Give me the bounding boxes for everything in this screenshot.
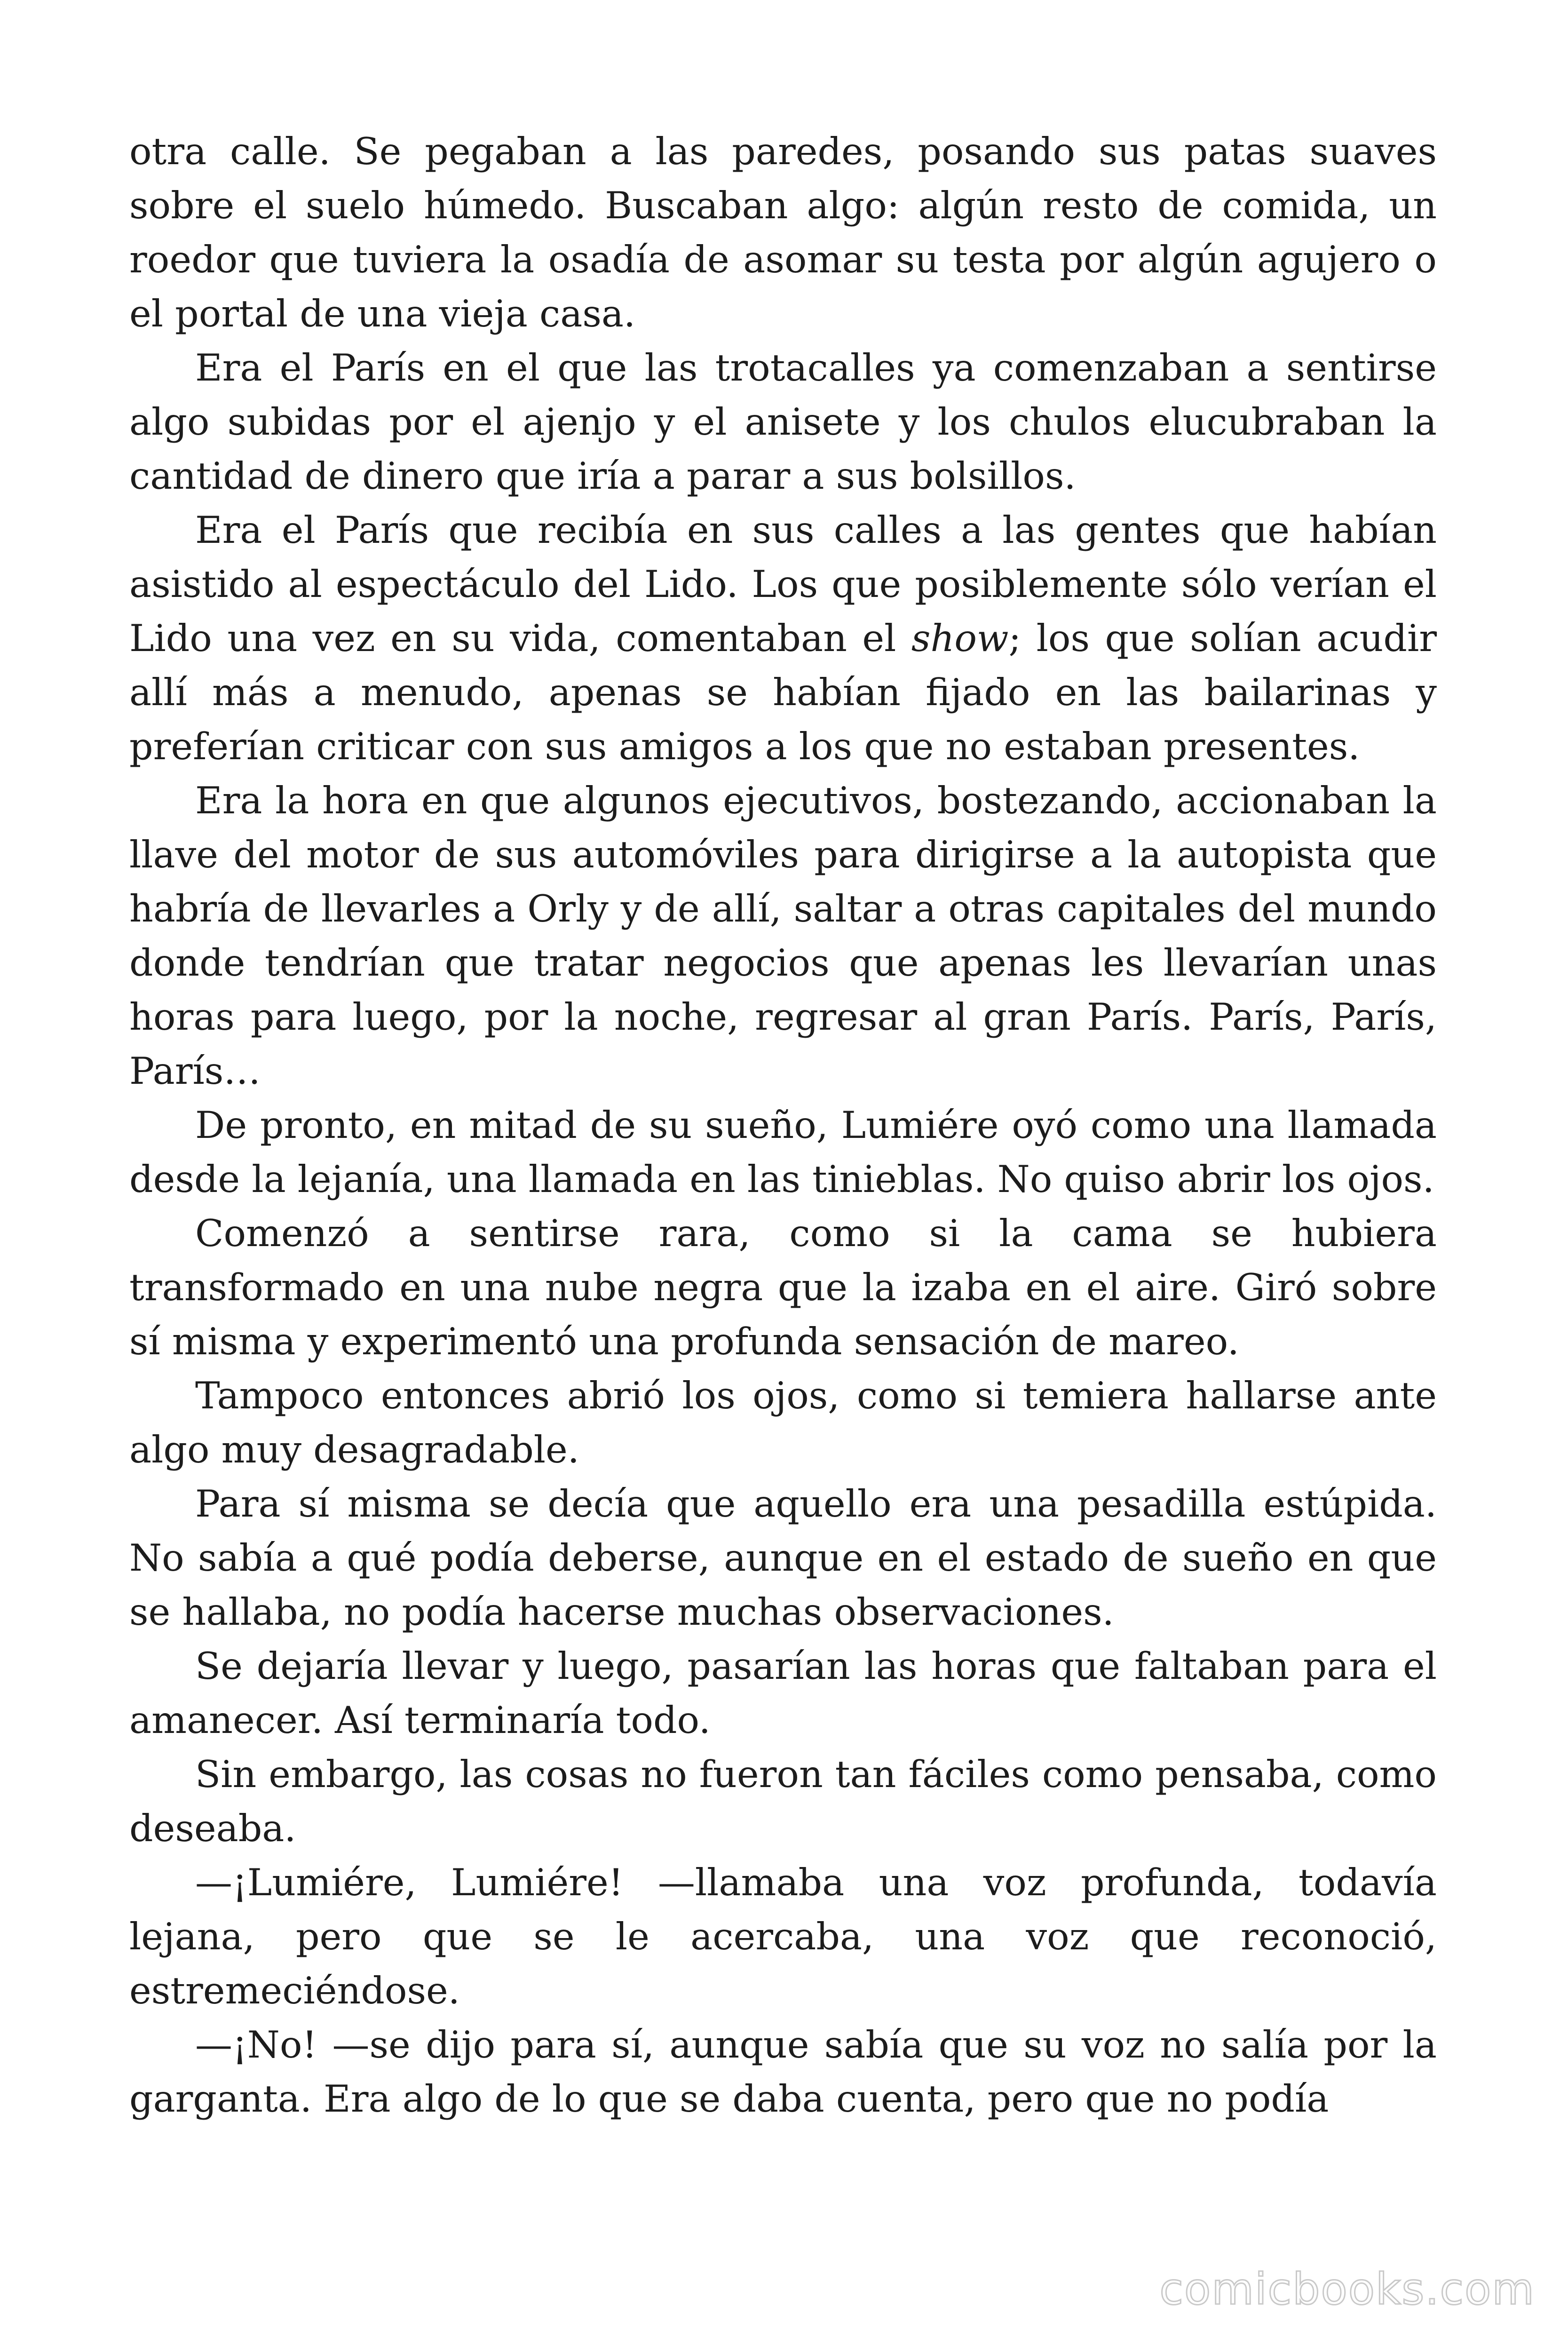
book-page-text	[129, 125, 1437, 2126]
watermark: comicbooks.com	[1159, 2264, 1535, 2314]
paragraph-1: otra calle. Se pegaban a las paredes, posando sus patas suaves sobre el suelo húmedo. Buscaban algo: algún resto de comida, un roedor que tuviera la osadía de asomar su testa por algún agujero o el portal de una vieja casa.	[129, 130, 1437, 335]
paragraph-8: Para sí misma se decía que aquello era una pesadilla estúpida. No sabía a qué podía deberse, aunque en el estado de sueño en que se hallaba, no podía hacerse muchas observaciones.	[129, 1482, 1437, 1634]
paragraph-4: Era la hora en que algunos ejecutivos, bostezando, accionaban la llave del motor de sus automóviles para dirigirse a la autopista que habría de llevarles a Orly y de allí, saltar a otras capitales del mundo donde tendrían que tratar negocios que apenas les llevarían unas horas para luego, por la noche, regresar al gran París. París, París, París…	[129, 779, 1437, 1093]
paragraph-3-after: ; los que solían acudir allí más a menudo, apenas se habían fijado en las bailarinas y preferían criticar con sus amigos a los que no estaban presentes.	[129, 617, 1437, 768]
paragraph-3-before: Era el París que recibía en sus calles a las gentes que habían asistido al espectáculo del Lido. Los que posiblemente sólo verían el Lido una vez en su vida, comentaban el	[129, 509, 1437, 660]
paragraph-10: Sin embargo, las cosas no fueron tan fáciles como pensaba, como deseaba.	[129, 1753, 1437, 1850]
paragraph-12: —¡No! —se dijo para sí, aunque sabía que su voz no salía por la garganta. Era algo de lo que se daba cuenta, pero que no podía	[129, 2023, 1437, 2121]
paragraph-9: Se dejaría llevar y luego, pasarían las horas que faltaban para el amanecer. Así terminaría todo.	[129, 1645, 1437, 1742]
paragraph-2: Era el París en el que las trotacalles ya comenzaban a sentirse algo subidas por el ajenjo y el anisete y los chulos elucubraban la cantidad de dinero que iría a parar a sus bolsillos.	[129, 346, 1437, 498]
paragraph-3	[129, 503, 1437, 774]
paragraph-7: Tampoco entonces abrió los ojos, como si temiera hallarse ante algo muy desagradable.	[129, 1374, 1437, 1471]
paragraph-6: Comenzó a sentirse rara, como si la cama se hubiera transformado en una nube negra que la izaba en el aire. Giró sobre sí misma y experimentó una profunda sensación de mareo.	[129, 1212, 1437, 1363]
paragraph-3-italic-word: show	[911, 617, 1009, 660]
paragraph-5: De pronto, en mitad de su sueño, Lumiére oyó como una llamada desde la lejanía, una llamada en las tinieblas. No quiso abrir los ojos.	[129, 1104, 1437, 1201]
paragraph-11: —¡Lumiére, Lumiére! —llamaba una voz profunda, todavía lejana, pero que se le acercaba, una voz que reconoció, estremeciéndose.	[129, 1861, 1437, 2012]
